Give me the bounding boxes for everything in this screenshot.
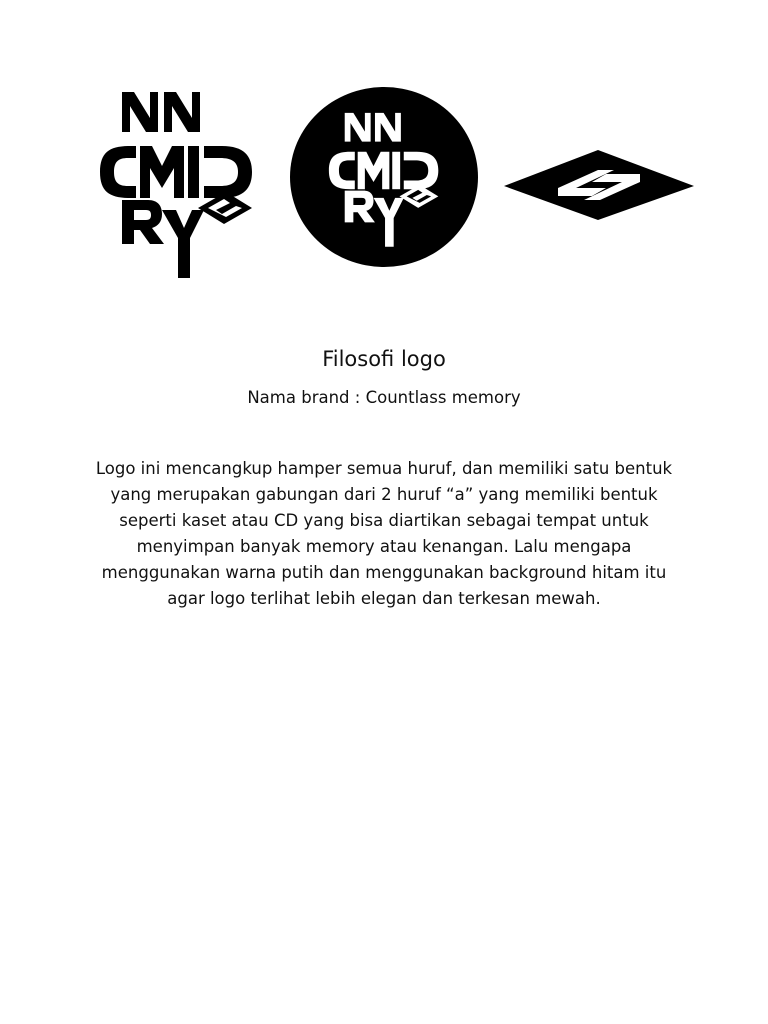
page-title: Filosofi logo [322, 347, 446, 371]
brand-name-line: Nama brand : Countlass memory [247, 388, 521, 407]
wordmark-logo-black [96, 88, 256, 280]
philosophy-paragraph: Logo ini mencangkup hamper semua huruf, dan memiliki satu bentuk yang merupakan gabungan dari 2 huruf “a” yang memiliki bentuk seperti kaset atau CD yang bisa diartikan sebagai tempat untuk menyimpan banyak memory atau kenangan. Lalu mengapa menggunakan warna putih dan menggunakan background hitam itu agar logo terlihat lebih elegan dan terkesan mewah. [95, 459, 673, 608]
cd-mark-logo [502, 148, 696, 222]
wordmark-logo-circle [288, 86, 480, 268]
logo-row [0, 0, 768, 300]
